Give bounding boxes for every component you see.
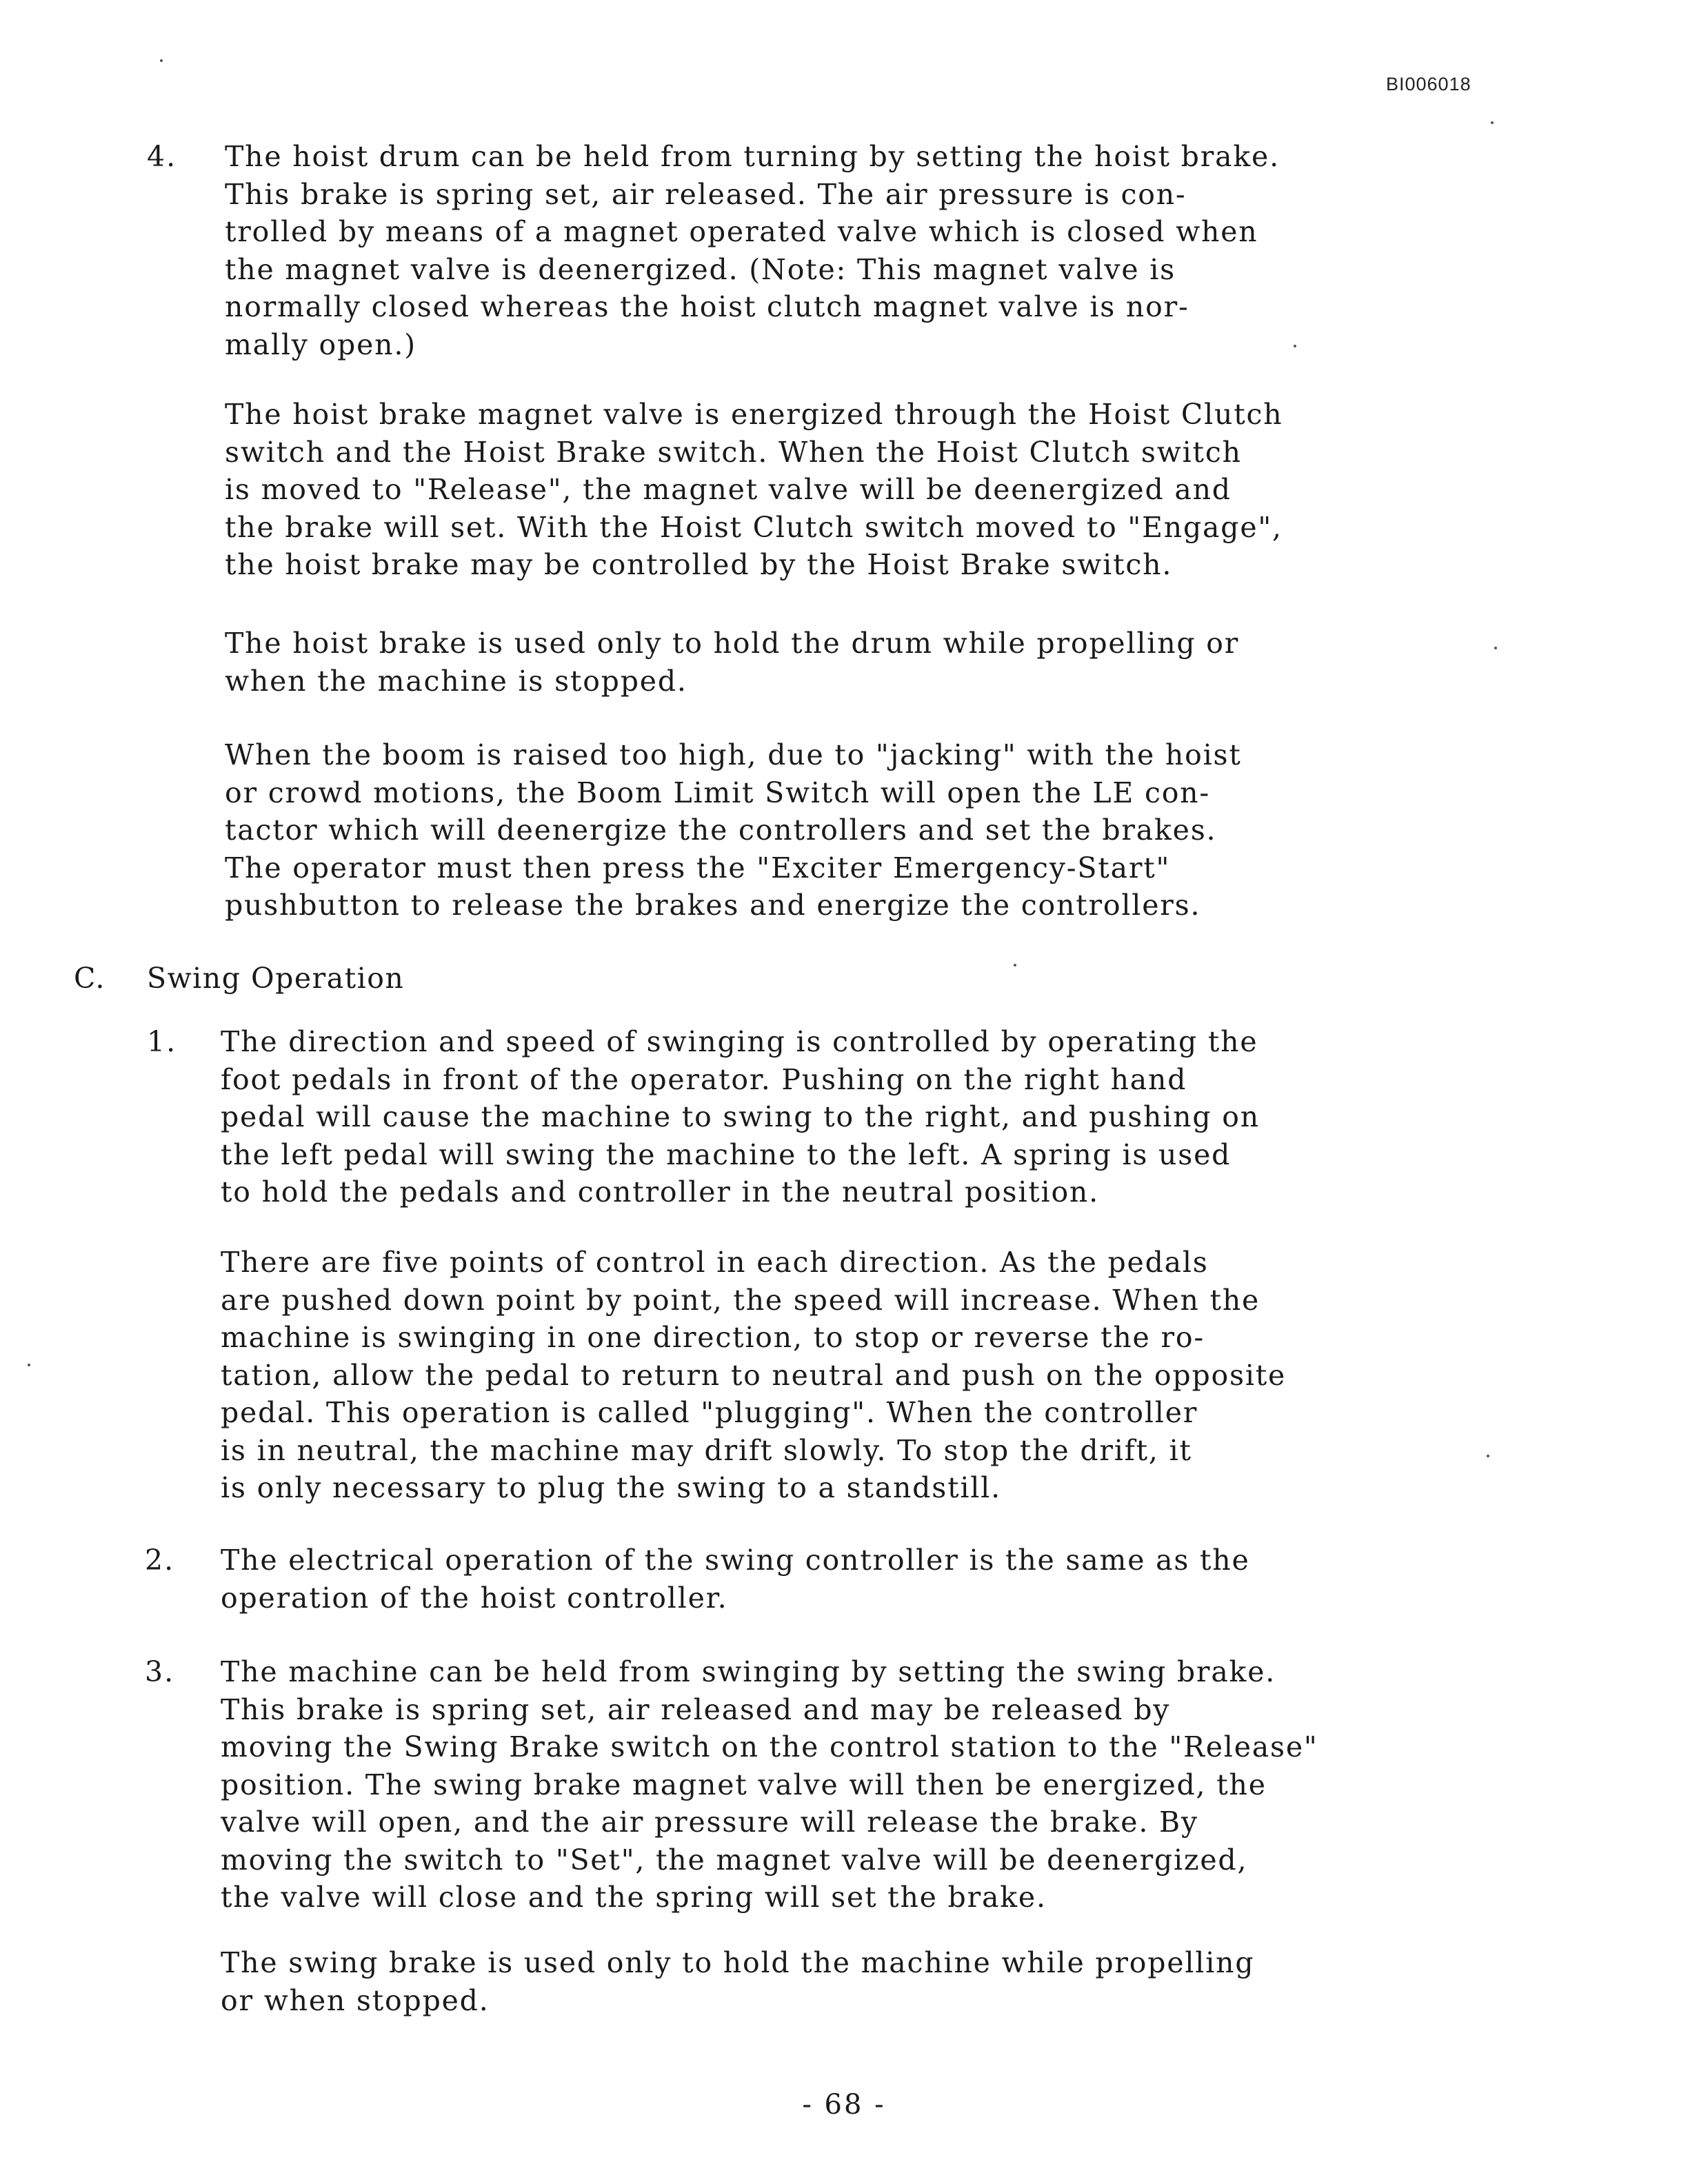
item-4-number: 4. <box>147 140 177 173</box>
section-c-letter: C. <box>74 962 106 995</box>
item-2-paragraph-1: The electrical operation of the swing controller is the same as the operation of the hoist controller. <box>221 1544 1250 1615</box>
document-id: BI006018 <box>1386 74 1471 94</box>
scan-speck <box>28 1364 30 1366</box>
item-4-paragraph-1: The hoist drum can be held from turning by setting the hoist brake. This brake is spring set, air released. The air pressure is con- trolled by means of a magnet operated valve which is closed when the magnet valve is deenergized. (Note: This magnet valve is normally closed whereas the hoist clutch magnet valve is nor- mally open.) <box>225 140 1280 361</box>
scan-speck <box>1014 964 1016 967</box>
item-1-paragraph-1: The direction and speed of swinging is controlled by operating the foot pedals in front of the operator. Pushing on the right hand pedal will cause the machine to swing to the right, and pushing on the left pedal will swing the machine to the left. A spring is used to hold the pedals and controller in the neutral position. <box>221 1025 1260 1209</box>
item-3-number: 3. <box>145 1655 175 1688</box>
item-4-paragraph-2: The hoist brake magnet valve is energized through the Hoist Clutch switch and the Hoist Brake switch. When the Hoist Clutch switch is moved to "Release", the magnet valve will be deenergized and the brake will set. With the Hoist Clutch switch moved to "Engage", the hoist brake may be controlled by the Hoist Brake switch. <box>225 398 1283 581</box>
item-3-paragraph-2: The swing brake is used only to hold the machine while propelling or when stopped. <box>221 1946 1255 2017</box>
item-4-paragraph-3: The hoist brake is used only to hold the drum while propelling or when the machine is stopped. <box>225 627 1240 698</box>
scan-speck <box>1491 121 1494 124</box>
item-4-paragraph-4: When the boom is raised too high, due to "jacking" with the hoist or crowd motions, the Boom Limit Switch will open the LE con- tactor which will deenergize the controllers and set the brakes. The operator must then press the "Exciter Emergency-Start" pushbutton to release the brakes and energize the controllers. <box>225 738 1242 922</box>
item-1-paragraph-2: There are five points of control in each direction. As the pedals are pushed down point by point, the speed will increase. When the machine is swinging in one direction, to stop or reverse the ro- tation, allow the pedal to return to neutral and push on the opposite pedal. This operation is called "plugging". When the controller is in neutral, the machine may drift slowly. To stop the drift, it is only necessary to plug the swing to a standstill. <box>221 1246 1287 1504</box>
item-3-paragraph-1: The machine can be held from swinging by setting the swing brake. This brake is spring set, air released and may be released by moving the Swing Brake switch on the control station to the "Release" position. The swing brake magnet valve will then be energized, the valve will open, and the air pressure will release the brake. By moving the switch to "Set", the magnet valve will be deenergized, the valve will close and the spring will set the brake. <box>221 1655 1318 1914</box>
item-1-number: 1. <box>147 1025 177 1058</box>
scan-speck <box>1294 345 1296 347</box>
section-c-title: Swing Operation <box>147 962 405 995</box>
page-number: - 68 - <box>802 2089 886 2121</box>
item-2-number: 2. <box>145 1544 175 1577</box>
scan-speck <box>160 59 163 62</box>
scan-speck <box>1487 1455 1489 1457</box>
scan-speck <box>1494 647 1497 649</box>
